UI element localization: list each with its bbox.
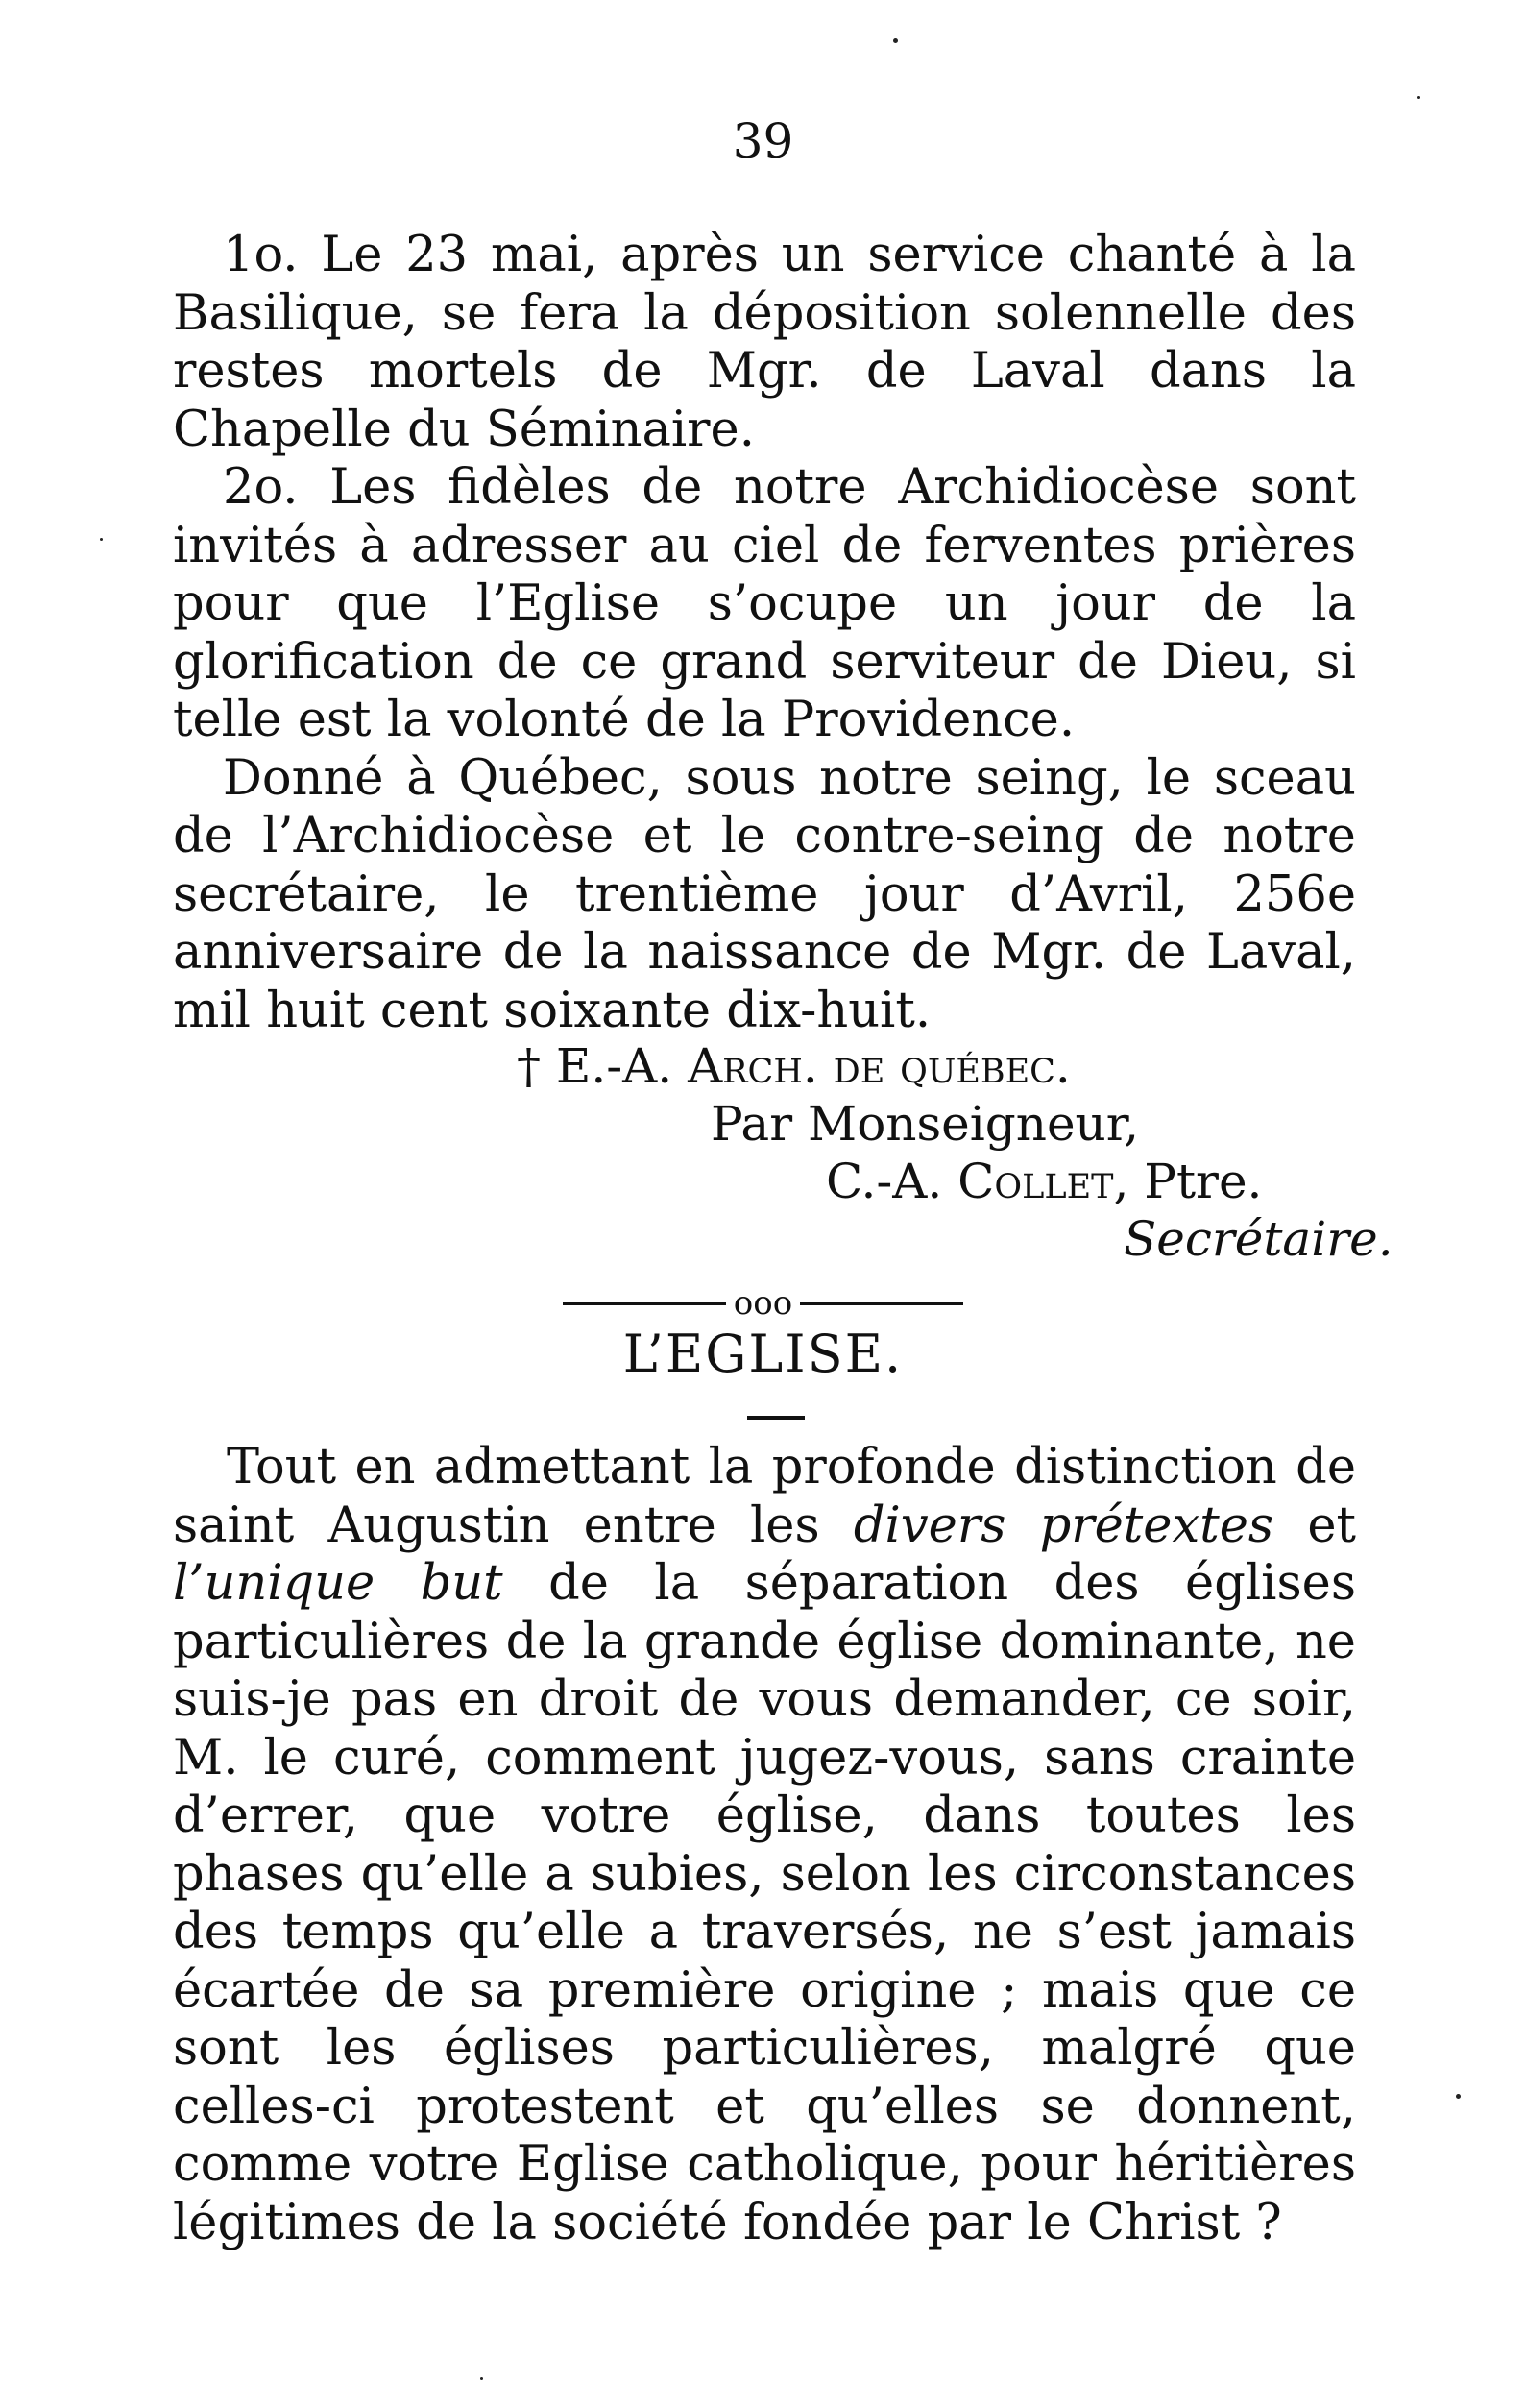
paragraph-3: Donné à Québec, sous notre seing, le sceau de l’Archidiocèse et le contre-seing de notre secrétaire, le trentième jour d’Avril, 256e anniversaire de la naissance de Mgr. de Laval, mil huit cent soixante dix-huit. [173, 749, 1356, 1039]
eglise-italic-2: l’unique but [173, 1555, 503, 1612]
paragraph-eglise [173, 1439, 1356, 2252]
signature-archbishop-title: Arch. de québec. [688, 1038, 1071, 1094]
section-title: L’EGLISE. [622, 1324, 904, 1384]
page-number: 39 [732, 113, 794, 169]
signature-secretary [826, 1153, 1262, 1210]
divider-rule-right [800, 1302, 963, 1305]
print-speck [1417, 96, 1420, 99]
eglise-text [173, 1439, 1356, 2252]
print-speck [1456, 2094, 1461, 2099]
signature-par-monseigneur: Par Monseigneur, [711, 1096, 1140, 1152]
print-speck [100, 538, 103, 541]
mandement-text [173, 227, 1356, 1040]
section-divider [0, 1282, 1526, 1323]
eglise-text-part-1: Tout en admettant la profonde distinction de saint Augustin entre les [173, 1439, 1356, 1554]
signature-secretary-suffix: , Ptre. [1113, 1154, 1263, 1209]
paragraph-1: 1o. Le 23 mai, après un service chanté à la Basilique, se fera la déposition solennelle des restes mortels de Mgr. de Laval dans la Chapelle du Séminaire. [173, 227, 1356, 458]
print-speck [480, 2377, 483, 2380]
signature-secretary-role: Secrétaire. [1124, 1211, 1393, 1267]
eglise-text-part-3: de la séparation des églises particulières de la grande église dominante, ne suis-je pas en droit de vous demander, ce soir, M. le curé, comment jugez-vous, sans crainte d’errer, que votre église, dans toutes les phases qu’elle a subies, selon les circonstances des temps qu’elle a traversés, ne s’est jamais écartée de sa première origine ; mais que ce sont les églises particulières, malgré que celles-ci protestent et qu’elles se donnent, comme votre Eglise catholique, pour héritières légitimes de la société fondée par le Christ ? [173, 1555, 1356, 2251]
print-speck [893, 38, 898, 43]
signature-archbishop-name: † E.-A. [517, 1038, 689, 1094]
divider-rule-left [563, 1302, 726, 1305]
eglise-text-part-2: et [1273, 1496, 1357, 1554]
eglise-italic-1: divers prétextes [853, 1496, 1274, 1554]
signature-secretary-initials: C.-A. [826, 1154, 958, 1209]
signature-secretary-name: Collet [957, 1154, 1114, 1209]
signature-archbishop [517, 1037, 1071, 1095]
divider-ornament: ooo [733, 1284, 793, 1323]
paragraph-2: 2o. Les fidèles de notre Archidiocèse sont invités à adresser au ciel de ferventes prières pour que l’Eglise s’ocupe un jour de la glorification de ce grand serviteur de Dieu, si telle est la volonté de la Providence. [173, 459, 1356, 748]
title-underline [747, 1416, 805, 1420]
